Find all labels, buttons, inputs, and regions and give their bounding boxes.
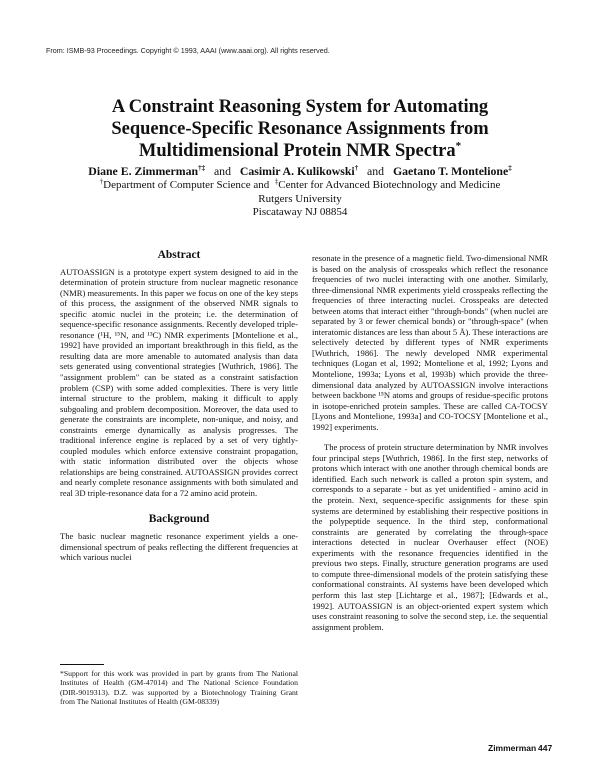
right-paragraph-2: The process of protein structure determination by NMR involves four principal steps [Wuthrich, 1986]. In the first step, networks of protons which interact with one another through chemical bonds are identified. Each such network is called a proton spin system, and corresponds to a separate - but as yet unidentified - amino acid in the protein. Next, sequence-specific assignments for these spin systems are determined by establishing their respective positions in the polypeptide sequence. In the third step, conformational constraints are generated by correlating the through-space interactions detected in nuclear Overhauser effect (NOE) experiments with the resonance frequencies identified in the previous two steps. Finally, structure generation programs are used to compute three-dimensional models of the protein satisfying these conformational constraints. AI systems have been developed which perform this last step [Lichtarge et al., 1987]; [Edwards et al., 1992]. AUTOASSIGN is an object-oriented expert system which uses constraint reasoning to solve the second step, i.e. the sequential assignment problem. [312, 442, 548, 632]
title-line-3-text: Multidimensional Protein NMR Spectra [138, 141, 456, 161]
author-kulikowski: Casimir A. Kulikowski [239, 164, 355, 178]
author-zimmerman-marks: †‡ [198, 164, 206, 173]
author-and-2: and [367, 164, 385, 178]
left-column [60, 249, 298, 563]
abstract-text: AUTOASSIGN is a prototype expert system designed to aid in the determination of protein structure from nuclear magnetic resonance (NMR) measurements. In this paper we focus on one of the key steps of this process, the assignment of the observed NMR signals to specific atomic nuclei in the protein; i.e. the determination of sequence-specific resonance assignments. Recently developed triple-resonance (¹H, ¹⁵N, and ¹³C) NMR experiments [Montelione et al., 1992] have provided an important breakthrough in this field, as the resulting data are more amenable to automated analysis than data sets generated using conventional strategies [Wuthrich, 1986]. The "assignment problem" can be stated as a constraint satisfaction problem (CSP) with some added complexities. There is very little internal structure to the problem, making it difficult to apply subgoaling and problem decomposition. Moreover, the data used to generate the constraints are incomplete, non-unique, and noisy, and constraints emerge dynamically as analysis progresses. The traditional inference engine is replaced by a set of very tightly-coupled modules which enforce extensive constraint propagation, with static information distributed over the objects whose relationships are being constrained. AUTOASSIGN provides correct and nearly complete resonance assignments with both simulated and real 3D triple-resonance data for a 72 amino acid protein. [60, 266, 298, 499]
title-footnote-marker: * [455, 139, 462, 152]
paragraph-gap [312, 432, 548, 442]
abstract-heading: Abstract [157, 249, 201, 261]
page-number: 447 [538, 743, 553, 753]
background-heading: Background [148, 512, 210, 525]
author-montelione: Gaetano T. Montelione [392, 164, 509, 178]
footnote: *Support for this work was provided in part by grants from The National Institutes of Health (GM-47014) and The National Science Foundation (DIR-9019313). D.Z. was supported by a Biotechnology Training Grant from The National Institutes of Health (GM-08339) [60, 669, 298, 707]
author-and-1: and [213, 164, 231, 178]
footnote-rule [60, 664, 104, 665]
author-kulikowski-marks: † [354, 164, 359, 173]
affil-mark-1: † [99, 177, 104, 186]
right-paragraph-1: resonate in the presence of a magnetic field. Two-dimensional NMR is based on the analysis of crosspeaks which reflect the resonance frequencies of two nuclei interacting with one another. Similarly, three-dimensional NMR experiments yield crosspeaks reflecting the frequencies of three interacting nuclei. Crosspeaks are detected between atoms that interact either "through-bonds" (when nuclei are separated by 3 or fewer chemical bonds) or "through-space" (when interatomic distances are less than about 5 Å). These interactions are selectively detected by different types of NMR experiments [Wuthrich, 1986]. The newly developed NMR experimental techniques (Logan et al, 1992; Montelione et al, 1992; Lyons and Montelione, 1993a; Lyons et al, 1993b) which provide the three-dimensional data analyzed by AUTOASSIGN involve interactions between backbone ¹⁵N atoms and groups of residue-specific protons in isotope-enriched protein samples. These are called CA-TOCSY [Lyons and Montelione, 1993a] and CO-TOCSY [Montelione et al., 1992] experiments. [312, 253, 548, 432]
author-zimmerman: Diane E. Zimmerman [88, 164, 199, 178]
affiliation-line [40, 179, 560, 193]
author-line [40, 164, 560, 178]
affiliations [40, 179, 560, 220]
title-line-3 [40, 140, 560, 162]
title-line-1: A Constraint Reasoning System for Automating [111, 97, 489, 117]
affil-location: Piscataway NJ 08854 [252, 206, 348, 219]
title-line-2: Sequence-Specific Resonance Assignments from [111, 119, 489, 139]
affil-university: Rutgers University [258, 192, 342, 205]
affil-department: Department of Computer Science and [103, 179, 270, 191]
background-text: The basic nuclear magnetic resonance experiment yields a one-dimensional spectrum of peaks reflecting the different frequencies at which various nuclei [60, 531, 298, 563]
running-head: Zimmerman [488, 743, 537, 753]
affil-mark-2: ‡ [274, 177, 279, 186]
paper-title [40, 96, 560, 162]
right-column [312, 253, 548, 632]
author-montelione-marks: ‡ [508, 164, 512, 173]
affil-center: Center for Advanced Biotechnology and Medicine [278, 179, 501, 191]
source-line: From: ISMB-93 Proceedings. Copyright © 1993, AAAI (www.aaai.org). All rights reserved. [46, 46, 330, 55]
